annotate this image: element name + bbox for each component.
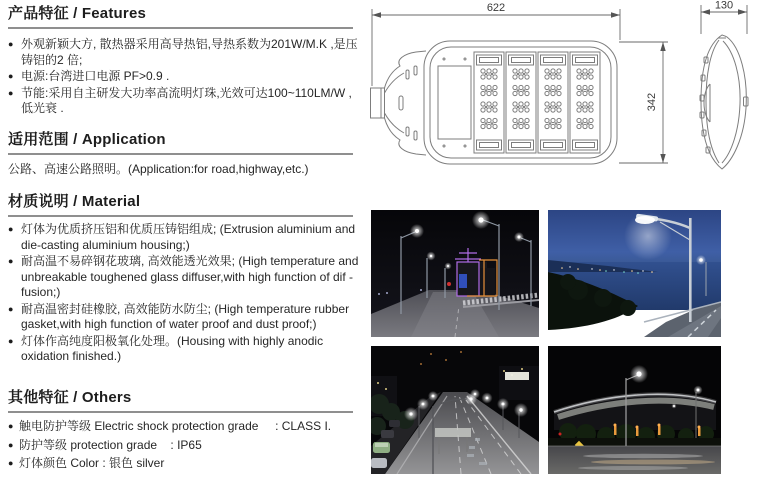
list-item: ● 触电防护等级 Electric shock protection grade : CLASS I. [8,418,361,436]
list-item: ● 外观新颖大方, 散热器采用高导热铝,导热系数为201W/M.K ,是压铸铝的2 倍; [8,37,358,67]
section-title-features: 产品特征 / Features [8,5,353,29]
application-body: 公路、高速公路照明。(Application:for road,highway,etc.) [8,162,309,176]
side-view [700,35,748,169]
photo-building-street-lighting [548,346,721,474]
list-item: ● 防护等级 protection grade : IP65 [8,437,361,455]
bullet-icon: ● [8,303,14,314]
dim-height-label: 342 [646,92,658,112]
dim-side-width [701,0,747,34]
list-item: ● 节能:采用自主研发大功率高流明灯珠,光效可达100~110LM/W ,低光衰 . [8,85,352,115]
bullet-icon: ● [8,224,14,234]
features-list [8,37,361,118]
others-list [8,418,361,474]
list-item: ● 灯体为优质挤压铝和优质压铸铝组成; (Extrusion aluminium and die-casting aluminium housing;) [8,222,359,252]
section-title-material: 材质说明 / Material [8,193,353,217]
photo-coastal-road-streetlight [548,210,721,337]
bullet-icon: ● [8,256,14,266]
bullet-icon: ● [8,39,14,49]
dim-side-width-label: 130 [714,0,734,12]
bullet-icon: ● [8,71,14,81]
bullet-icon: ● [8,458,14,468]
section-title-others: 其他特征 / Others [8,389,353,413]
material-list [8,222,361,366]
list-item: ● 耐高温不易碎钢花玻璃, 高效能透光效果; (High temperature and unbreakable toughened glass diffuser,with high function of dif - fusion;) [8,254,362,299]
photo-night-street-neon-building [371,210,539,337]
technical-drawing [370,0,770,205]
list-item: ● 电源:台湾进口电源 PF>0.9 . [8,69,170,83]
dim-height [619,42,668,163]
dim-width-label: 622 [486,2,506,14]
list-item: ● 灯体作高纯度阳极氧化处理。(Housing with highly anodic oxidation finished.) [8,333,327,363]
photo-city-avenue-night [371,346,539,474]
bullet-icon: ● [8,421,14,431]
section-title-application: 适用范围 / Application [8,131,353,155]
bullet-icon: ● [8,87,14,98]
bullet-icon: ● [8,335,14,346]
front-view [371,41,618,164]
list-item: ● 灯体颜色 Color : 银色 silver [8,455,361,473]
list-item: ● 耐高温密封硅橡胶, 高效能防水防尘; (High temperature rubber gasket,with high function of water proof and dust proof;) [8,301,353,331]
bullet-icon: ● [8,439,14,450]
